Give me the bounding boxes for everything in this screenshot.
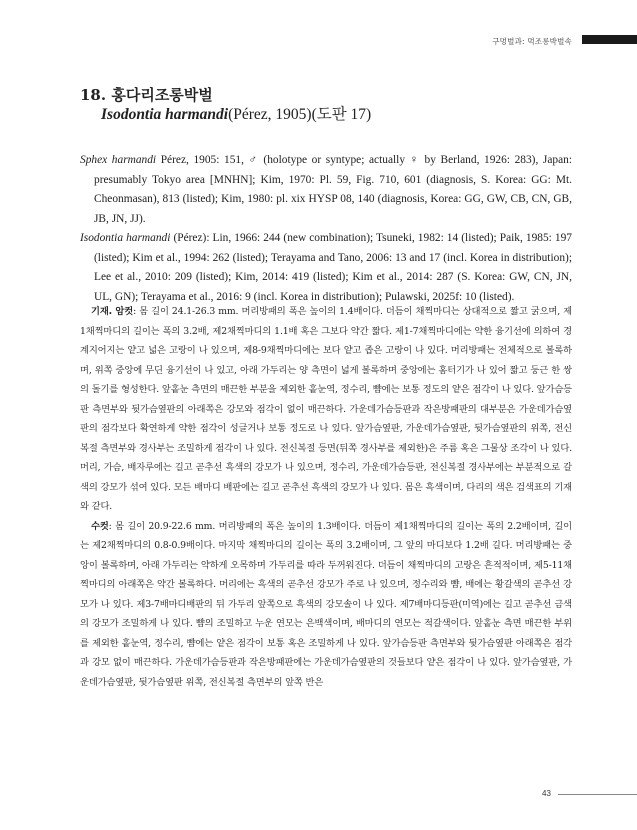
description-body [80,302,572,692]
synonym-name: Isodontia harmandi [80,232,171,244]
male-text: : 몸 길이 20.9-22.6 mm. 머리방패의 폭은 높이의 1.3배이다. 더듬이 제1채찍마디의 길이는 폭의 2.2배이며, 길이는 제2채찍마디의 0.8-0.9배이다. 마지막 채찍마디의 길이는 폭의 3.2배이며, 그 앞의 마디보다 1.2배 길다. 머리방패는 중앙이 볼록하며, 아래 가두리는 약하게 오목하며 가두리를 따라 두꺼워진다. 더듬이 채찍마디의 고랑은 흔적적이며, 제5-11채찍마디의 아래쪽은 약간 볼록하다. 머리에는 흑색의 곧추선 강모가 주로 나 있으며, 정수리와 뺨, 배에는 황갈색의 곧추선 강모가 나 있다. 제3-7배마디배판의 뒤 가두리 앞쪽으로 흑색의 강모솔이 나 있다. 제7배마디등판(미역)에는 길고 곧추선 금색의 강모가 조밀하게 나 있다. 뺨의 조밀하고 누운 연모는 은백색이며, 배마디의 연모는 적갈색이다. 앞홑눈 측면 매끈한 부위를 제외한 홑눈역, 정수리, 뺨에는 얕은 점각이 보통 혹은 조밀하게 나 있다. 앞가슴등판 측면부와 뒷가슴옆판 아래쪽은 점각과 강모 없이 매끈하다. 가운데가슴등판과 작은방패판에는 가운데가슴옆판의 것들보다 얕은 점각이 나 있다. 앞가슴옆판, 가운데가슴옆판, 뒷가슴옆판 위쪽, 전신복절 측면부의 앞쪽 반은 [80,520,572,688]
page-number: 43 [542,789,551,798]
running-header: 구멍벌과: 먹조롱박벌속 [492,37,572,46]
species-title [80,86,371,125]
synonymy-entry [80,151,572,229]
synonymy-list [80,151,572,307]
korean-name: 홍다리조롱박벌 [111,86,213,104]
species-number: 18. [80,86,107,104]
plate-reference: (도판 17) [311,106,372,123]
species-author: (Pérez, 1905) [228,106,312,123]
female-text: : 몸 길이 24.1-26.3 mm. 머리방패의 폭은 높이의 1.4배이다. 더듬이 채찍마디는 상대적으로 짧고 굵으며, 제1채찍마디의 길이는 폭의 3.2배, 제2채찍마디의 1.1배 혹은 그보다 약간 짧다. 제1-7채찍마디에는 약한 융기선에 의하여 경계지어지는 얕고 넓은 고랑이 나 있으며, 제8-9채찍마디에는 보다 얕고 좁은 고랑이 나 있다. 머리방패는 전체적으로 볼록하며, 위쪽 중앙에 무딘 융기선이 나 있고, 아래 가두리는 양 측면이 넓게 볼록하며 중앙에는 홈터기가 나 있어 짧고 둥근 한 쌍의 돌기를 형성한다. 앞홑눈 측면의 매끈한 부분을 제외한 홑눈역, 정수리, 뺨에는 보통 정도의 얕은 점각이 나 있다. 앞가슴등판 측면부와 뒷가슴옆판의 아래쪽은 강모와 점각이 없이 매끈하다. 가운데가슴등판과 작은방패판의 대부분은 가운데가슴옆판의 점각보다 확연하게 약한 점각이 성글거나 보통 정도로 나 있다. 앞가슴옆판, 가운데가슴옆판, 뒷가슴옆판의 위쪽, 전신복절 측면부와 경사부는 조밀하게 점각이 나 있다. 전신복절 등면(뒤쪽 경사부를 제외한)은 주름 혹은 그물상 조각이 나 있다. 머리, 가슴, 배자루에는 길고 곧추선 흑색의 강모가 나 있으며, 정수리, 가운데가슴등판, 전신복절 경사부에는 부분적으로 갈색의 강모가 섞여 있다. 모든 배마디 배판에는 길고 곧추선 흑색의 강모가 나 있다. 몸은 흑색이며, 다리의 색은 검색표의 기재와 같다. [80,306,573,512]
male-description [80,517,572,693]
female-label: 기재. 암컷 [91,306,134,317]
synonym-citation: Pérez, 1905: 151, ♂ (holotype or syntype; actually ♀ by Berland, 1926: 283), Japan: presumably Tokyo area [MNHN]; Kim, 1970: Pl. 59, Fig. 710, 601 (diagnosis, S. Korea: GG: Mt. Cheonmasan), 813 (listed); Kim, 1980: pl. xix HYSP 08, 140 (diagnosis, Korea: GG, GW, CB, CN, GB, JB, JN, JJ). [94,154,572,225]
synonymy-entry [80,229,572,307]
header-bar [582,35,637,44]
synonym-citation: (Pérez): Lin, 1966: 244 (new combination); Tsuneki, 1982: 14 (listed); Paik, 1985: 197 (listed); Kim et al., 1994: 262 (listed); Terayama and Tano, 2006: 13 and 17 (incl. Korea in distribution); Lee et al., 2010: 209 (listed); Kim, 2014: 419 (listed); Kim et al., 2014: 287 (S. Korea: GW, CN, JN, UL, GN); Terayama et al., 2016: 9 (incl. Korea in distribution); Pulawski, 2025f: 10 (listed). [94,232,572,303]
male-label: 수컷 [91,520,109,532]
scientific-name: Isodontia harmandi [101,106,229,123]
footer-rule [558,794,637,795]
female-description [80,302,572,517]
synonym-name: Sphex harmandi [80,154,157,166]
